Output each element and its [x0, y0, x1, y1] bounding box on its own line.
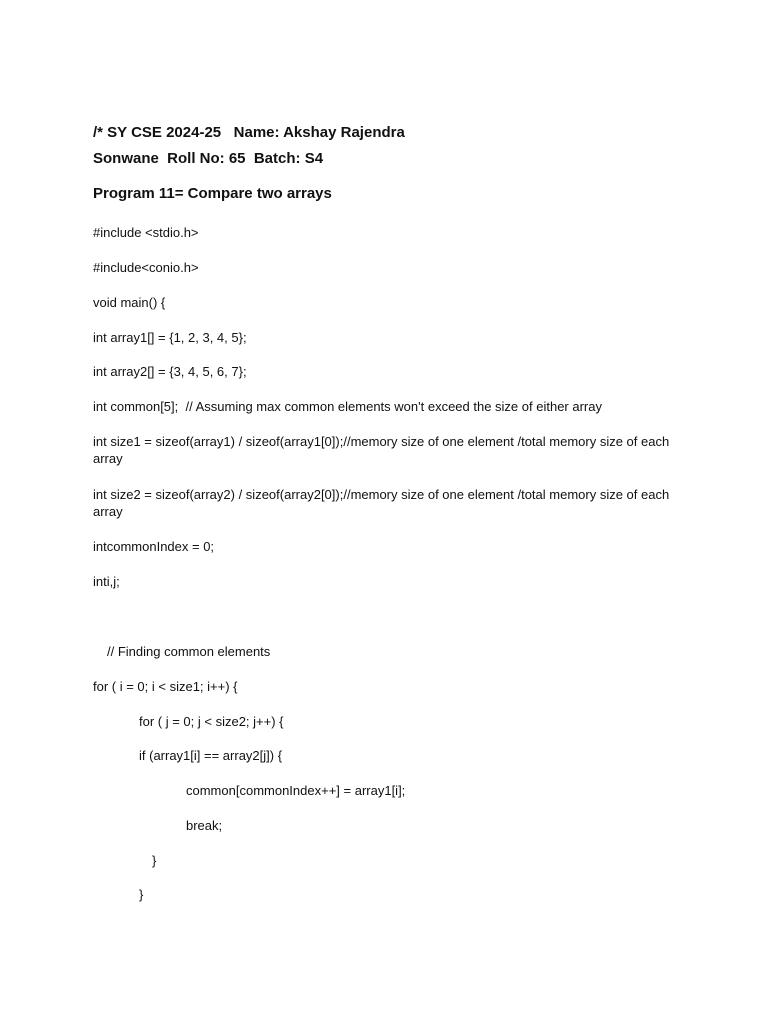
code-line-common: int common[5]; // Assuming max common elements won't exceed the size of either array [93, 399, 602, 414]
code-line-comment-finding: // Finding common elements [107, 644, 271, 659]
code-line-close-inner: } [139, 887, 144, 902]
code-line-main: void main() { [93, 295, 166, 310]
header-line-1: /* SY CSE 2024-25 Name: Akshay Rajendra [93, 124, 405, 141]
header-line-2: Sonwane Roll No: 65 Batch: S4 [93, 150, 324, 167]
code-line-if: if (array1[i] == array2[j]) { [139, 748, 283, 763]
code-line-common-index: intcommonIndex = 0; [93, 539, 215, 554]
code-line-include-conio: #include<conio.h> [93, 260, 199, 275]
code-line-size2: int size2 = sizeof(array2) / sizeof(array2[0]);//memory size of one element /total memory size of each array [93, 487, 673, 519]
program-title: Program 11= Compare two arrays [93, 185, 332, 202]
code-line-inner-for: for ( j = 0; j < size2; j++) { [139, 714, 284, 729]
code-line-outer-for: for ( i = 0; i < size1; i++) { [93, 679, 238, 694]
code-line-ij: inti,j; [93, 574, 120, 589]
code-line-array1: int array1[] = {1, 2, 3, 4, 5}; [93, 330, 247, 345]
code-line-close-if: } [152, 853, 157, 868]
code-line-break: break; [186, 818, 223, 833]
code-line-assign: common[commonIndex++] = array1[i]; [186, 783, 406, 798]
code-line-include-stdio: #include <stdio.h> [93, 225, 199, 240]
code-line-size1: int size1 = sizeof(array1) / sizeof(array1[0]);//memory size of one element /total memory size of each array [93, 434, 673, 466]
code-line-array2: int array2[] = {3, 4, 5, 6, 7}; [93, 364, 247, 379]
